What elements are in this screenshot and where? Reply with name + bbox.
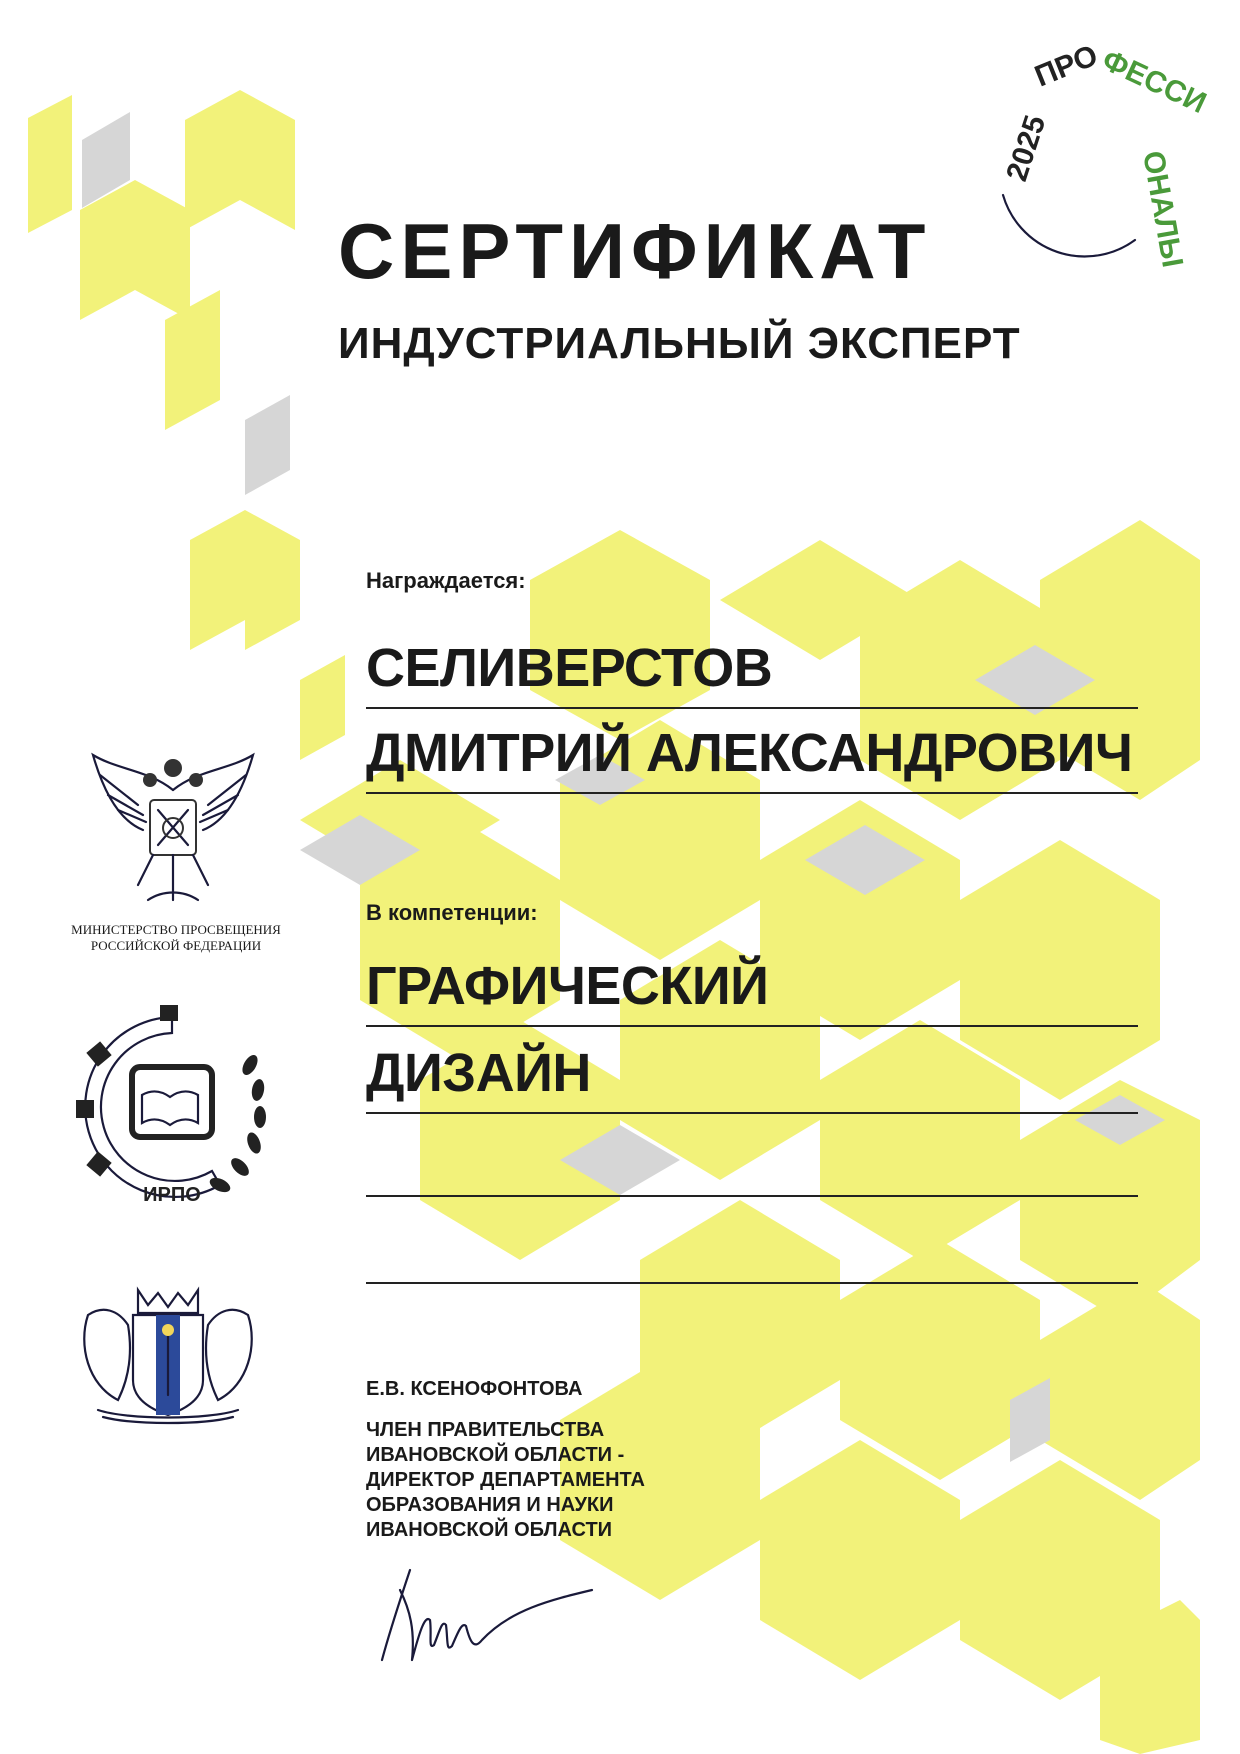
competency-line-1 bbox=[366, 945, 1138, 1027]
competency-name-2: ДИЗАЙН bbox=[366, 1043, 591, 1103]
ivanovo-coat-of-arms bbox=[78, 1285, 258, 1425]
ministry-caption: МИНИСТЕРСТВО ПРОСВЕЩЕНИЯ РОССИЙСКОЙ ФЕДЕРАЦИИ bbox=[71, 922, 281, 953]
recipient-name-line bbox=[366, 712, 1138, 794]
competency-name-1: ГРАФИЧЕСКИЙ bbox=[366, 956, 769, 1016]
svg-text:ФЕССИ: ФЕССИ bbox=[1097, 43, 1212, 121]
competency-label: В компетенции: bbox=[366, 900, 538, 925]
irpo-abbr: ИРПО bbox=[143, 1184, 201, 1206]
awarded-label: Награждается: bbox=[366, 568, 526, 593]
laurel-icon bbox=[207, 1052, 266, 1195]
logo-year: 2025 bbox=[1000, 111, 1053, 186]
blank-line bbox=[366, 1195, 1138, 1197]
recipient-surname: СЕЛИВЕРСТОВ bbox=[366, 638, 773, 698]
ministry-eagle-emblem bbox=[88, 750, 258, 910]
professionaly-logo bbox=[985, 35, 1212, 285]
svg-text:ПРО: ПРО bbox=[1030, 38, 1103, 94]
irpo-logo bbox=[70, 1005, 275, 1210]
recipient-name: ДМИТРИЙ АЛЕКСАНДРОВИЧ bbox=[366, 723, 1133, 783]
blank-line bbox=[366, 1282, 1138, 1284]
certificate-title: СЕРТИФИКАТ bbox=[338, 207, 932, 295]
signer-title: ЧЛЕН ПРАВИТЕЛЬСТВА ИВАНОВСКОЙ ОБЛАСТИ - ДИРЕКТОР ДЕПАРТАМЕНТА ОБРАЗОВАНИЯ И НАУКИ ИВАНОВСКОЙ ОБЛАСТИ bbox=[366, 1419, 645, 1541]
recipient-surname-line bbox=[366, 627, 1138, 709]
signature bbox=[370, 1560, 600, 1670]
svg-text:ОНАЛЫ: ОНАЛЫ bbox=[1136, 148, 1190, 270]
certificate-subtitle: ИНДУСТРИАЛЬНЫЙ ЭКСПЕРТ bbox=[338, 319, 1021, 368]
competency-line-2 bbox=[366, 1032, 1138, 1114]
signer-name: Е.В. КСЕНОФОНТОВА bbox=[366, 1378, 583, 1400]
